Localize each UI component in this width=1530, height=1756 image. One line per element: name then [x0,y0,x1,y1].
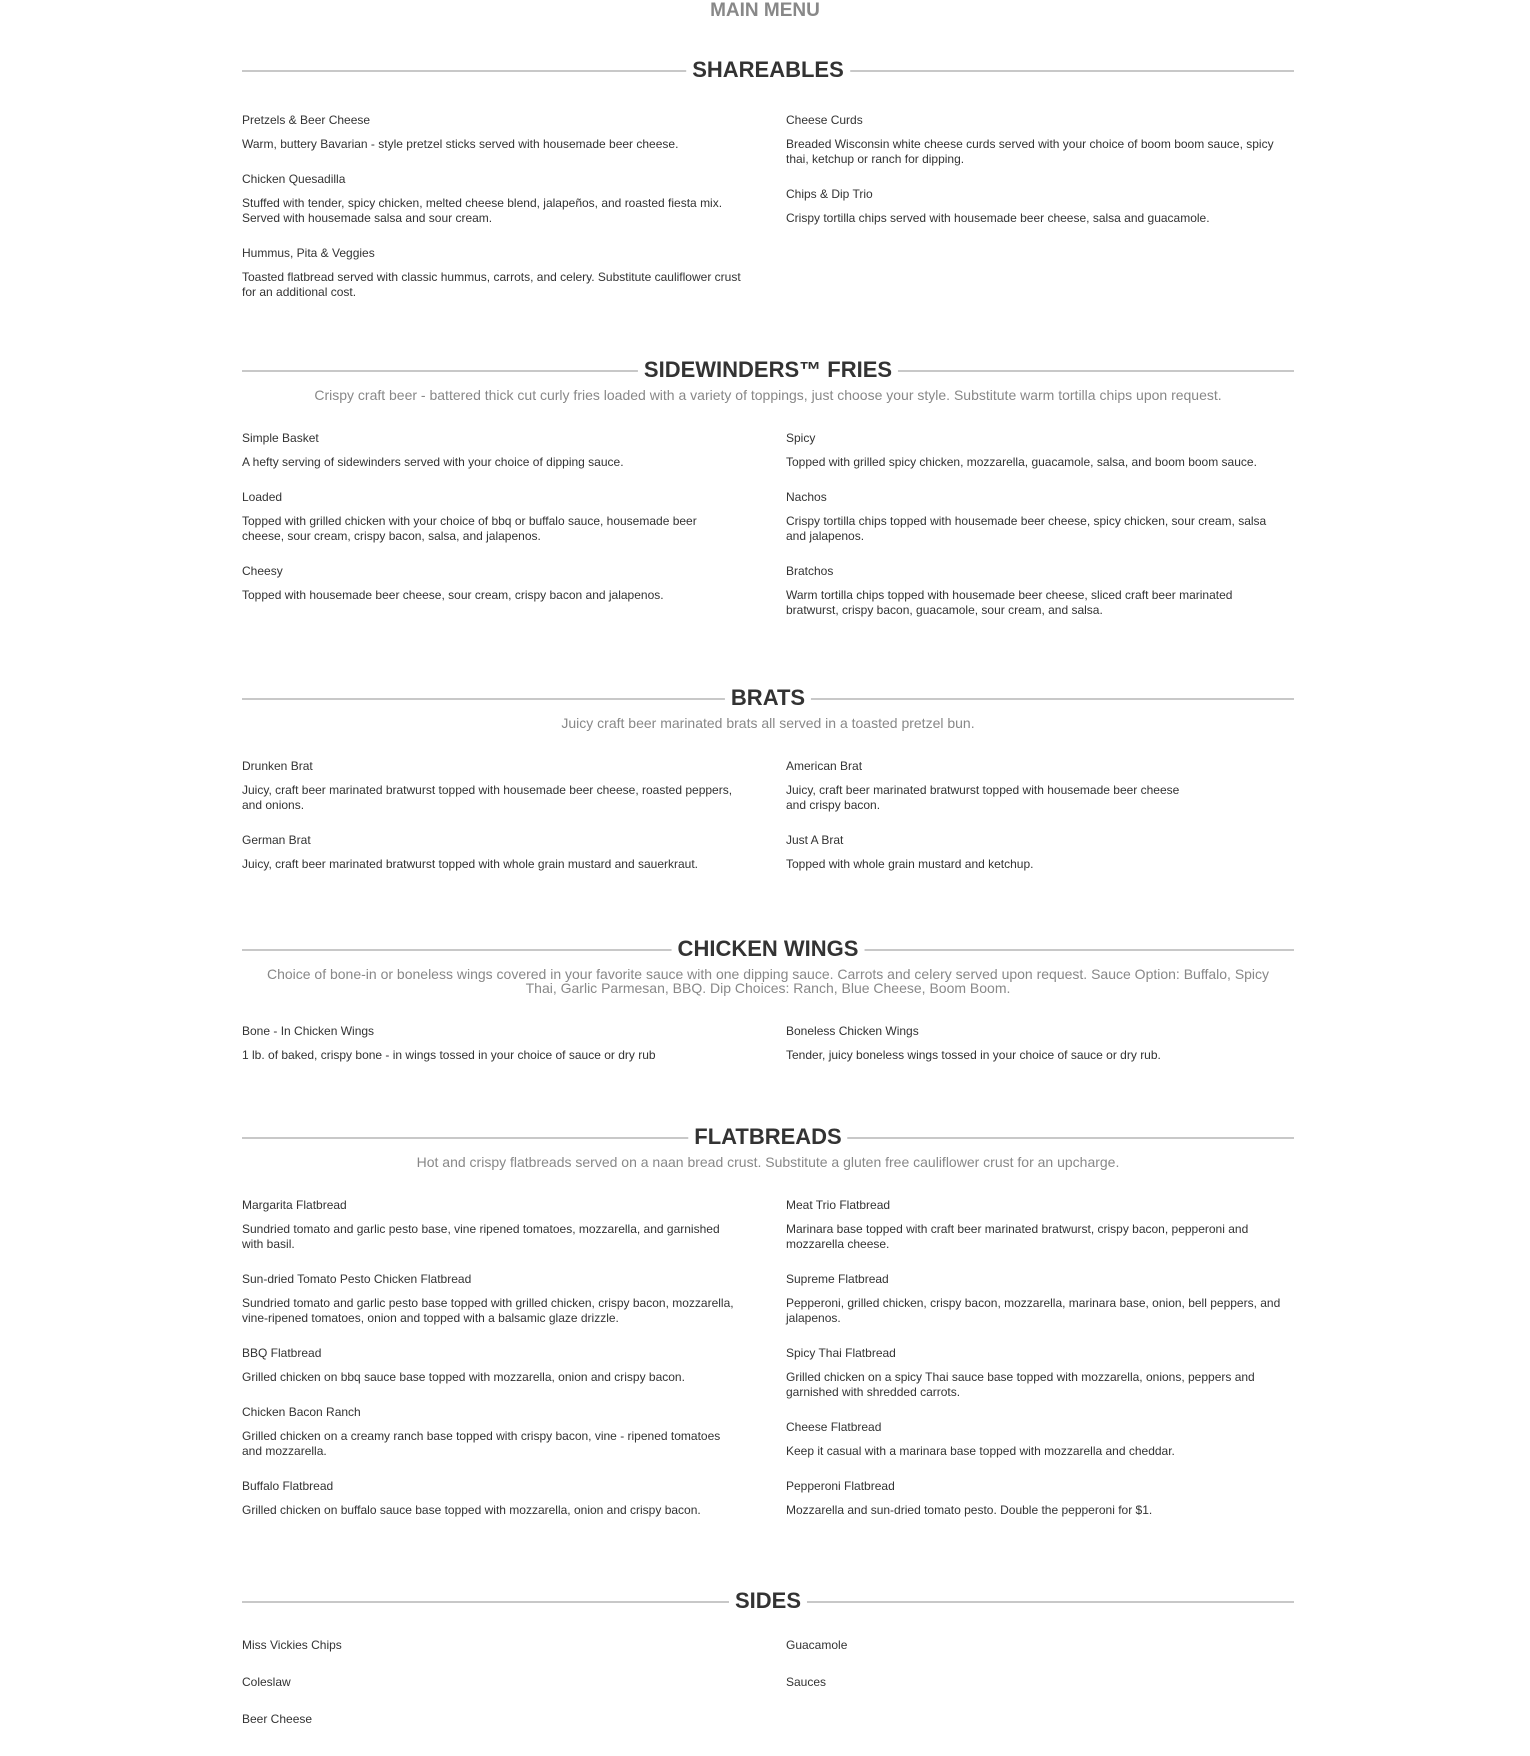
right-column [786,1024,1294,1083]
menu-item [786,833,1284,872]
item-name: Supreme Flatbread [786,1272,889,1286]
left-column [242,1024,786,1083]
section-title: SIDES [729,1587,807,1615]
item-columns [242,431,1294,638]
item-description: Grilled chicken on a spicy Thai sauce base topped with mozzarella, onions, peppers and garnished with shredded carrots. [786,1370,1255,1399]
section-header [242,684,1294,712]
menu-item [242,1272,742,1326]
item-description: Juicy, craft beer marinated bratwurst topped with housemade beer cheese, roasted peppers, and onions. [242,783,733,812]
item-name: Chips & Dip Trio [786,187,873,201]
item-description: Stuffed with tender, spicy chicken, melted cheese blend, jalapeños, and roasted fiesta mix. Served with housemade salsa and sour cream. [242,196,723,225]
section-subtitle: Choice of bone-in or boneless wings covered in your favorite sauce with one dipping sauce. Carrots and celery served upon request. Sauce Option: Buffalo, Spicy Thai, Garlic Parmesan, BBQ. Dip Choices: Ranch, Blue Cheese, Boom Boom. [266,966,1270,996]
side-item: Guacamole [786,1638,848,1652]
item-columns [242,1198,1294,1538]
item-name: Spicy [786,431,816,445]
right-column [786,1198,1294,1538]
menu-item [786,564,1284,618]
left-column [242,431,786,638]
item-description: Grilled chicken on bbq sauce base topped with mozzarella, onion and crispy bacon. [242,1370,685,1384]
menu-item [242,833,742,872]
item-name: Drunken Brat [242,759,313,773]
side-item: Coleslaw [242,1675,291,1689]
menu-item [786,759,1284,813]
item-description: Grilled chicken on a creamy ranch base topped with crispy bacon, vine - ripened tomatoes and mozzarella. [242,1429,721,1458]
item-description: Sundried tomato and garlic pesto base topped with grilled chicken, crispy bacon, mozzarella, vine-ripened tomatoes, onion and topped with a balsamic glaze drizzle. [242,1296,734,1325]
section-subtitle: Hot and crispy flatbreads served on a naan bread crust. Substitute a gluten free cauliflower crust for an upcharge. [416,1154,1120,1170]
item-name: German Brat [242,833,311,847]
section-title: SIDEWINDERS™ FRIES [638,356,898,384]
menu-item [242,1024,742,1063]
section-sides [242,1587,1294,1749]
item-description: Crispy tortilla chips topped with housemade beer cheese, spicy chicken, sour cream, salsa and jalapenos. [786,514,1267,543]
item-description: Breaded Wisconsin white cheese curds served with your choice of boom boom sauce, spicy thai, ketchup or ranch for dipping. [786,137,1274,166]
item-name: BBQ Flatbread [242,1346,322,1360]
item-name: Meat Trio Flatbread [786,1198,891,1212]
section-header [242,1123,1294,1151]
item-name: American Brat [786,759,863,773]
right-column [786,759,1294,892]
menu-item [242,113,742,152]
item-name: Loaded [242,490,283,504]
item-description: Topped with whole grain mustard and ketchup. [786,857,1034,871]
menu-item [786,1346,1284,1400]
menu-item [786,187,1284,226]
item-description: Marinara base topped with craft beer marinated bratwurst, crispy bacon, pepperoni and mozzarella cheese. [786,1222,1249,1251]
item-description: Grilled chicken on buffalo sauce base topped with mozzarella, onion and crispy bacon. [242,1503,701,1517]
item-name: Pepperoni Flatbread [786,1479,895,1493]
menu-item [242,1198,742,1252]
section-flatbreads [242,1123,1294,1538]
item-name: Just A Brat [786,833,844,847]
item-name: Bratchos [786,564,834,578]
menu-item [242,172,742,226]
side-item: Sauces [786,1675,827,1689]
page-title: MAIN MENU [710,0,820,21]
item-description: 1 lb. of baked, crispy bone - in wings tossed in your choice of sauce or dry rub [242,1048,656,1062]
item-description: Topped with grilled spicy chicken, mozzarella, guacamole, salsa, and boom boom sauce. [786,455,1257,469]
right-column [786,1638,1294,1749]
item-name: Buffalo Flatbread [242,1479,334,1493]
item-name: Chicken Bacon Ranch [242,1405,361,1419]
side-item: Beer Cheese [242,1712,313,1726]
item-name: Hummus, Pita & Veggies [242,246,375,260]
section-title: FLATBREADS [688,1123,847,1151]
menu-item [242,1479,742,1518]
item-name: Bone - In Chicken Wings [242,1024,375,1038]
item-name: Boneless Chicken Wings [786,1024,919,1038]
section-brats [242,684,1294,892]
item-name: Sun-dried Tomato Pesto Chicken Flatbread [242,1272,472,1286]
menu-item [786,431,1284,470]
menu-item [242,759,742,813]
section-title: CHICKEN WINGS [672,935,865,963]
item-description: Pepperoni, grilled chicken, crispy bacon, mozzarella, marinara base, onion, bell peppers, and jalapenos. [786,1296,1281,1325]
section-title: SHAREABLES [686,56,850,84]
section-subtitle: Juicy craft beer marinated brats all served in a toasted pretzel bun. [561,715,975,731]
item-columns [242,759,1294,892]
menu-item [242,490,742,544]
left-column [242,1198,786,1538]
menu-item [242,431,742,470]
section-shareables [242,56,1294,320]
menu-item [242,1346,742,1385]
item-description: Juicy, craft beer marinated bratwurst topped with whole grain mustard and sauerkraut. [242,857,698,871]
item-description: Mozzarella and sun-dried tomato pesto. Double the pepperoni for $1. [786,1503,1153,1517]
side-item: Miss Vickies Chips [242,1638,342,1652]
item-description: Crispy tortilla chips served with housemade beer cheese, salsa and guacamole. [786,211,1210,225]
menu-item [242,564,742,603]
item-name: Chicken Quesadilla [242,172,346,186]
item-description: Warm tortilla chips topped with housemade beer cheese, sliced craft beer marinated bratwurst, crispy bacon, guacamole, sour cream, and salsa. [786,588,1233,617]
item-columns [242,1638,1294,1749]
menu-item [786,490,1284,544]
right-column [786,431,1294,638]
menu-item [786,1272,1284,1326]
menu-item [786,1479,1284,1518]
menu-item [786,113,1284,167]
left-column [242,759,786,892]
item-description: Topped with grilled chicken with your choice of bbq or buffalo sauce, housemade beer cheese, sour cream, crispy bacon, salsa, and jalapenos. [242,514,697,543]
item-name: Cheese Flatbread [786,1420,882,1434]
left-column [242,1638,786,1749]
item-description: Keep it casual with a marinara base topped with mozzarella and cheddar. [786,1444,1175,1458]
item-name: Margarita Flatbread [242,1198,347,1212]
item-columns [242,113,1294,320]
section-chicken-wings [242,935,1294,1083]
item-name: Spicy Thai Flatbread [786,1346,896,1360]
section-sidewinders-fries [242,356,1294,638]
menu-item [242,1405,742,1459]
menu-item [786,1024,1284,1063]
item-name: Pretzels & Beer Cheese [242,113,371,127]
left-column [242,113,786,320]
item-name: Cheese Curds [786,113,863,127]
item-name: Simple Basket [242,431,319,445]
item-name: Cheesy [242,564,283,578]
section-title: BRATS [725,684,811,712]
item-description: Topped with housemade beer cheese, sour cream, crispy bacon and jalapenos. [242,588,664,602]
right-column [786,113,1294,320]
item-description: A hefty serving of sidewinders served with your choice of dipping sauce. [242,455,624,469]
item-description: Toasted flatbread served with classic hummus, carrots, and celery. Substitute cauliflower crust for an additional cost. [242,270,741,299]
section-header [242,935,1294,963]
item-description: Juicy, craft beer marinated bratwurst topped with housemade beer cheese and crispy bacon. [786,783,1180,812]
item-description: Warm, buttery Bavarian - style pretzel sticks served with housemade beer cheese. [242,137,679,151]
item-description: Tender, juicy boneless wings tossed in your choice of sauce or dry rub. [786,1048,1161,1062]
section-header [242,356,1294,384]
menu-item [242,246,742,300]
item-name: Nachos [786,490,827,504]
section-header [242,1587,1294,1615]
menu-item [786,1420,1284,1459]
menu-item [786,1198,1284,1252]
item-description: Sundried tomato and garlic pesto base, vine ripened tomatoes, mozzarella, and garnished with basil. [242,1222,720,1251]
section-header [242,56,1294,84]
section-subtitle: Crispy craft beer - battered thick cut curly fries loaded with a variety of toppings, just choose your style. Substitute warm tortilla chips upon request. [314,387,1222,403]
item-columns [242,1024,1294,1083]
